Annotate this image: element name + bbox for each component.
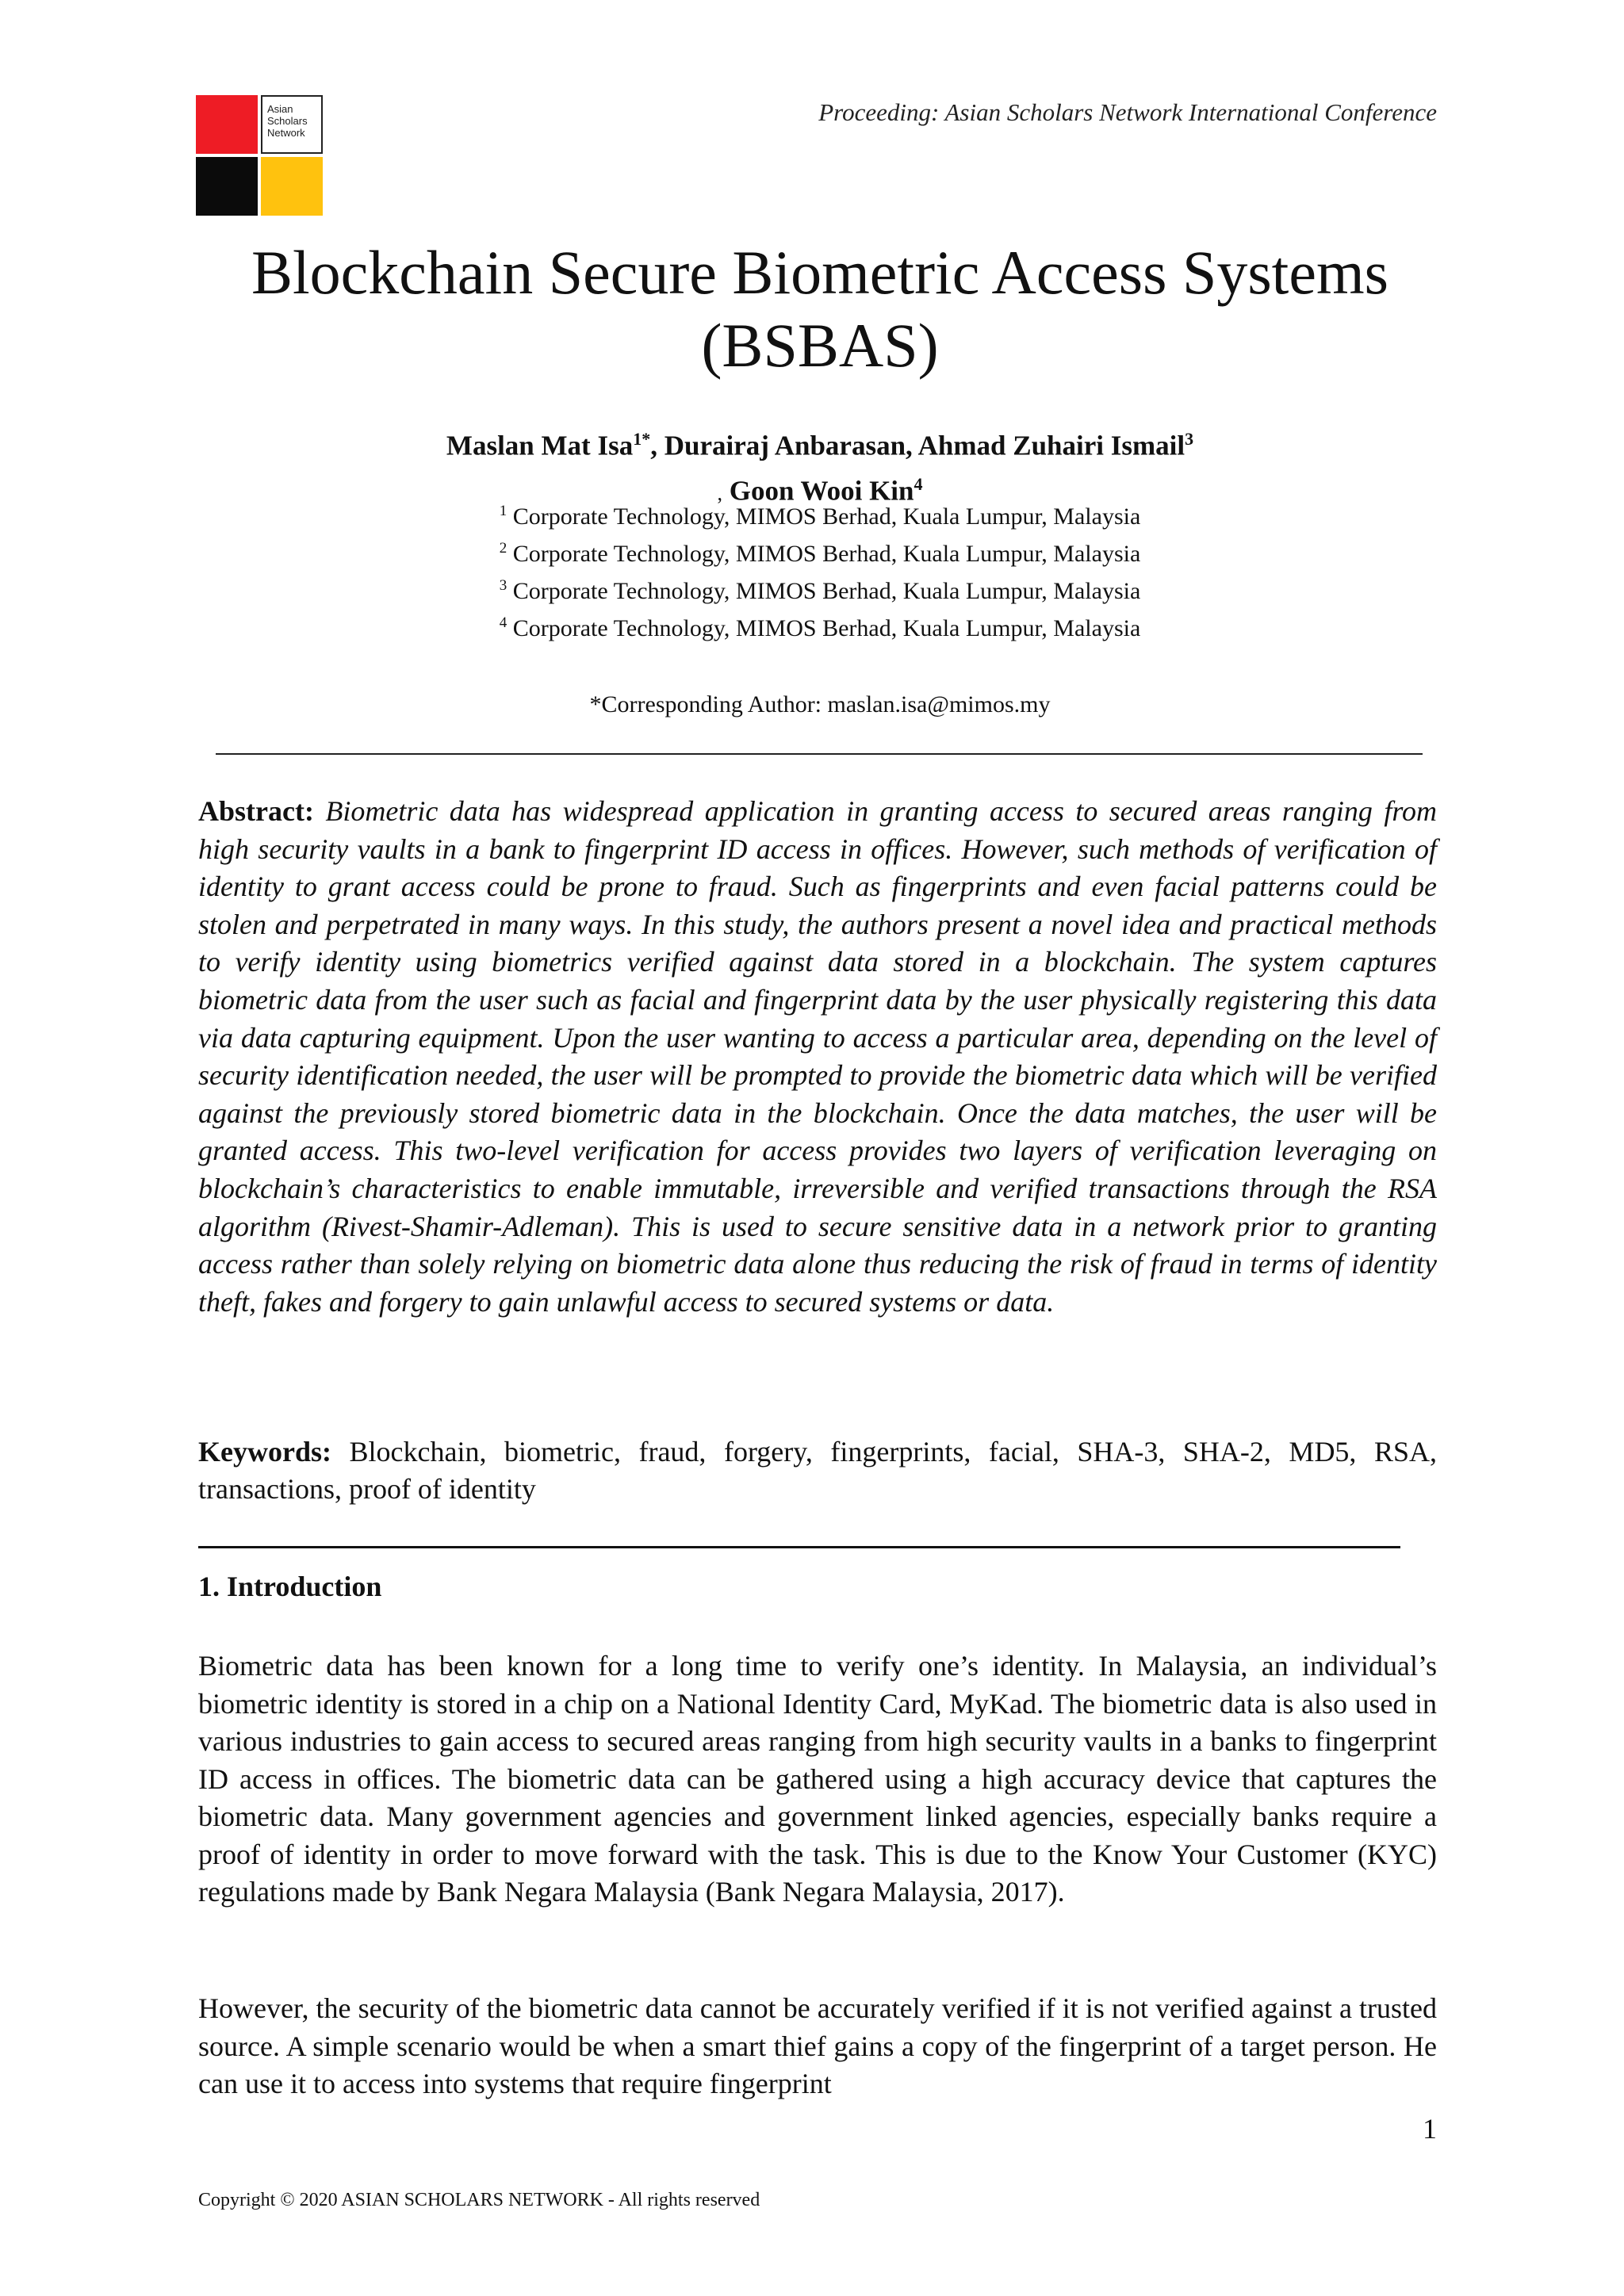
affiliation-item (143, 570, 1497, 607)
corresponding-author: *Corresponding Author: maslan.isa@mimos.my (589, 691, 1051, 718)
body-paragraph: Biometric data has been known for a long time to verify one’s identity. In Malaysia, an individual’s biometric identity is stored in a chip on a National Identity Card, MyKad. The biometric data is also used in various industries to gain access to secured areas ranging from high security vaults in a banks to fingerprint ID access in offices. The biometric data can be gathered using a high accuracy device that captures the biometric data. Many government agencies and government linked agencies, especially banks require a proof of identity in order to move forward with the task. This is due to the Know Your Customer (KYC) regulations made by Bank Negara Malaysia (Bank Negara Malaysia, 2017). (198, 1650, 1437, 1908)
author-affiliation-marker: 4 (914, 473, 923, 494)
author-name: Maslan Mat Isa (446, 430, 634, 461)
title-line-2: (BSBAS) (701, 311, 939, 380)
affiliation-list (143, 496, 1497, 645)
affiliation-item (143, 496, 1497, 533)
keywords-label: Keywords: (198, 1436, 331, 1468)
title-line-1: Blockchain Secure Biometric Access Systems (251, 238, 1388, 307)
author-separator: , (717, 481, 722, 505)
keywords-text: Blockchain, biometric, fraud, forgery, fingerprints, facial, SHA-3, SHA-2, MD5, RSA, transactions, proof of identity (198, 1436, 1437, 1505)
affiliation-number: 2 (499, 540, 508, 557)
affiliation-item (143, 607, 1497, 645)
copyright-notice: Copyright © 2020 ASIAN SCHOLARS NETWORK - All rights reserved (198, 2190, 760, 2210)
author-affiliation-marker: 1* (633, 429, 651, 449)
abstract-label: Abstract: (198, 795, 314, 827)
logo-text (267, 103, 308, 139)
affiliation-item (143, 533, 1497, 570)
logo-black-square (196, 157, 258, 216)
section-divider (198, 1546, 1400, 1548)
affiliation-text: Corporate Technology, MIMOS Berhad, Kuala Lumpur, Malaysia (512, 503, 1141, 530)
running-head: Proceeding: Asian Scholars Network International Conference (818, 98, 1437, 126)
body-paragraph: However, the security of the biometric data cannot be accurately verified if it is not verified against a trusted source. A simple scenario would be when a smart thief gains a copy of the fingerprint of a target person. He can use it to access into systems that require fingerprint (198, 1992, 1437, 2099)
author-name: Goon Wooi Kin (729, 475, 914, 507)
abstract-text: Biometric data has widespread application in granting access to secured areas ranging from high security vaults in a bank to fingerprint ID access in offices. However, such methods of verification of identity to grant access could be prone to fraud. Such as fingerprints and even facial patterns could be stolen and perpetrated in many ways. In this study, the authors present a novel idea and practical methods to verify identity using biometrics verified against data stored in a blockchain. The system captures biometric data from the user such as facial and fingerprint data by the user physically registering this data via data capturing equipment. Upon the user wanting to access a particular area, depending on the level of security identification needed, the user will be prompted to provide the biometric data which will be verified against the previously stored biometric data in the blockchain. Once the data matches, the user will be granted access. This two-level verification for access provides two layers of verification leveraging on blockchain’s characteristics to enable immutable, irreversible and verified transactions through the RSA algorithm (Rivest-Shamir-Adleman). This is used to secure sensitive data in a network prior to granting access rather than solely relying on biometric data alone thus reducing the risk of fraud in terms of identity theft, fakes and forgery to gain unlawful access to secured systems or data. (198, 795, 1437, 1318)
author-name: , Durairaj Anbarasan, Ahmad Zuhairi Ismail (650, 430, 1185, 461)
abstract (198, 793, 1437, 1321)
keywords (198, 1433, 1437, 1508)
affiliation-number: 1 (499, 503, 508, 519)
logo-yellow-square (261, 157, 323, 216)
page-number: 1 (1423, 2113, 1437, 2145)
logo-red-square (196, 95, 258, 154)
affiliation-number: 3 (499, 577, 508, 594)
asian-scholars-network-logo (196, 95, 323, 216)
author-affiliation-marker: 3 (1185, 429, 1194, 449)
affiliation-number: 4 (499, 614, 508, 631)
affiliation-text: Corporate Technology, MIMOS Berhad, Kuala Lumpur, Malaysia (512, 615, 1141, 641)
affiliation-text: Corporate Technology, MIMOS Berhad, Kuala Lumpur, Malaysia (512, 541, 1141, 567)
header-divider (216, 753, 1423, 755)
paper-title (143, 236, 1497, 382)
logo-white-square (261, 95, 323, 154)
logo-text-line: Network (267, 127, 305, 139)
section-heading-introduction: 1. Introduction (198, 1571, 382, 1602)
author-line-1 (143, 420, 1497, 465)
logo-text-line: Asian (267, 103, 293, 115)
affiliation-text: Corporate Technology, MIMOS Berhad, Kuala Lumpur, Malaysia (512, 578, 1141, 604)
logo-text-line: Scholars (267, 115, 308, 127)
